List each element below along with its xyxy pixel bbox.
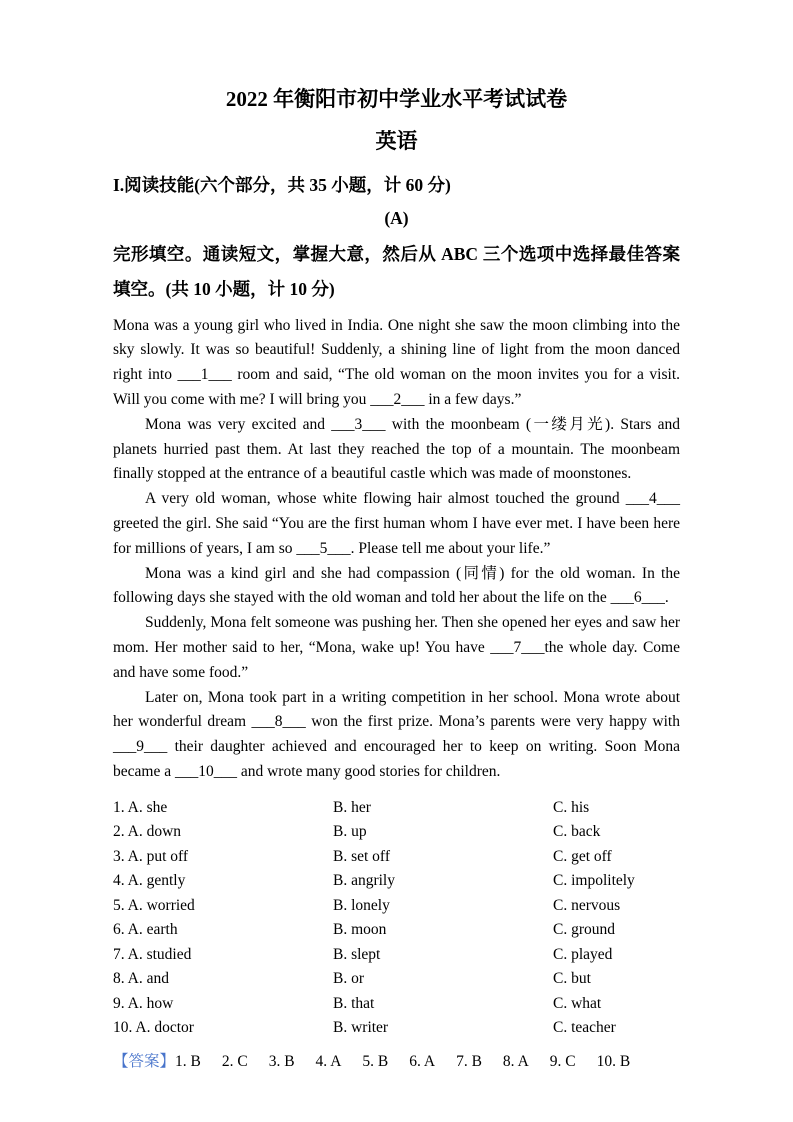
option-cell-q1-c: C. his	[553, 798, 590, 816]
option-cell-q5-a: 5. A. worried	[113, 896, 195, 914]
cloze-passage	[113, 314, 680, 785]
answer-key-label: 【答案】	[113, 1052, 176, 1070]
option-cell-q2-c: C. back	[553, 823, 601, 841]
passage-paragraph: Mona was very excited and ___3___ with the moonbeam (一缕月光). Stars and planets hurried past them. At last they reached the top of a mountain. The moonbeam finally stopped at the entrance of a beautiful castle which was made of moonstones.	[113, 415, 680, 483]
answer-item-8: 8. A	[502, 1052, 529, 1070]
document-subtitle: 英语	[375, 129, 418, 154]
answer-item-10: 10. B	[596, 1052, 631, 1070]
option-cell-q4-b: B. angrily	[333, 872, 395, 890]
option-cell-q5-b: B. lonely	[333, 896, 390, 914]
option-cell-q3-b: B. set off	[333, 847, 390, 865]
answer-item-4: 4. A	[315, 1052, 342, 1070]
cloze-instructions: 完形填空。通读短文，掌握大意，然后从 ABC 三个选项中选择最佳答案填空。(共 10 小题，计 10 分)	[113, 243, 680, 299]
option-cell-q6-b: B. moon	[333, 921, 387, 939]
option-cell-q3-c: C. get off	[553, 847, 612, 865]
passage-paragraph: Suddenly, Mona felt someone was pushing her. Then she opened her eyes and saw her mom. Her mother said to her, “Mona, wake up! You have ___7___the whole day. Come and have some food.”	[113, 614, 680, 681]
option-cell-q4-a: 4. A. gently	[113, 872, 186, 890]
answer-item-6: 6. A	[409, 1052, 436, 1070]
answer-line	[113, 1050, 680, 1075]
option-cell-q10-a: 10. A. doctor	[113, 1019, 194, 1037]
option-cell-q3-a: 3. A. put off	[113, 847, 189, 865]
option-cell-q8-c: C. but	[553, 970, 591, 988]
answer-item-3: 3. B	[268, 1052, 295, 1070]
option-cell-q7-c: C. played	[553, 945, 613, 963]
option-cell-q1-a: 1. A. she	[113, 798, 168, 816]
part-label: (A)	[384, 208, 409, 229]
option-cell-q7-b: B. slept	[333, 945, 381, 963]
option-cell-q9-a: 9. A. how	[113, 994, 174, 1012]
answer-item-9: 9. C	[549, 1052, 576, 1070]
passage-paragraph: Later on, Mona took part in a writing competition in her school. Mona wrote about her wonderful dream ___8___ won the first prize. Mona’s parents were very happy with ___9___ their daughter achieved and encouraged her to keep on writing. Soon Mona became a ___10___ and wrote many good stories for children.	[113, 688, 680, 780]
option-cell-q10-b: B. writer	[333, 1019, 389, 1037]
option-cell-q8-a: 8. A. and	[113, 970, 169, 988]
option-cell-q10-c: C. teacher	[553, 1019, 616, 1037]
options-grid	[113, 796, 680, 1041]
answer-item-7: 7. B	[456, 1052, 482, 1070]
option-cell-q6-a: 6. A. earth	[113, 921, 178, 939]
option-cell-q9-b: B. that	[333, 994, 375, 1012]
option-cell-q6-c: C. ground	[553, 921, 615, 939]
passage-paragraph: A very old woman, whose white flowing hair almost touched the ground ___4___ greeted the girl. She said “You are the first human whom I have ever met. I have been here for millions of years, I am so ___5___. Please tell me about your life.”	[113, 490, 680, 557]
answer-item-1: 1. B	[175, 1052, 201, 1070]
option-cell-q9-c: C. what	[553, 994, 602, 1012]
option-cell-q2-a: 2. A. down	[113, 823, 182, 841]
option-cell-q5-c: C. nervous	[553, 896, 621, 914]
document-title: 2022 年衡阳市初中学业水平考试试卷	[225, 87, 568, 111]
passage-paragraph: Mona was a young girl who lived in India. One night she saw the moon climbing into the sky slowly. It was so beautiful! Suddenly, a shining line of light from the moon danced right into ___1___ room and said, “The old woman on the moon invites you for a visit. Will you come with me? I will bring you ___2___ in a few days.”	[113, 316, 680, 408]
option-cell-q4-c: C. impolitely	[553, 872, 635, 890]
option-cell-q2-b: B. up	[333, 823, 367, 841]
option-cell-q1-b: B. her	[333, 798, 371, 816]
section-heading: I.阅读技能(六个部分，共 35 小题，计 60 分)	[113, 174, 451, 195]
option-cell-q7-a: 7. A. studied	[113, 945, 192, 963]
option-cell-q8-b: B. or	[333, 970, 364, 988]
passage-paragraph: Mona was a kind girl and she had compassion (同情) for the old woman. In the following days she stayed with the old woman and told her about the life on the ___6___.	[113, 564, 680, 607]
answer-item-2: 2. C	[221, 1052, 248, 1070]
answer-item-5: 5. B	[362, 1052, 389, 1070]
